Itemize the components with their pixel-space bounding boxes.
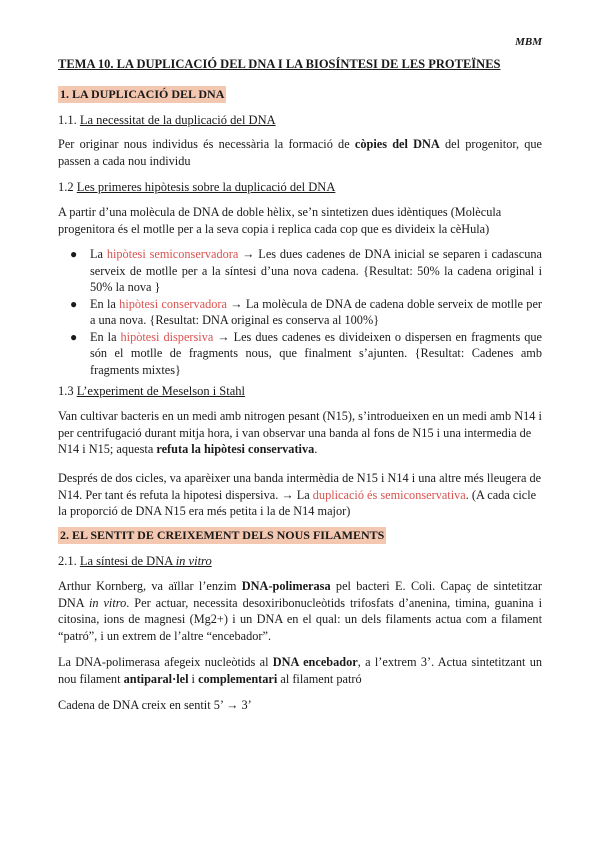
- paragraph-conclusion: [58, 470, 542, 520]
- highlight-term: hipòtesi dispersiva: [120, 329, 214, 344]
- highlight-term: hipòtesi semiconservadora: [106, 247, 239, 261]
- bold-term: complementari: [198, 671, 278, 686]
- text: → Les dues cadenes de DNA inicial se separen i cadascuna serveix de motlle per a la síntesi d’una nova cadena. {Resultat: 50% la cadena original i 50% la nova }: [90, 247, 543, 294]
- subsection-number: 1.2: [58, 180, 74, 194]
- bold-term: refuta la hipòtesi conservativa: [156, 442, 315, 456]
- text: La DNA-polimerasa afegeix nucleòtids al: [58, 655, 273, 669]
- text: Van cultivar bacteris en un medi amb nitrogen pesant (N15), s’introdueixen en un medi amb N14 i per centrifugació durant mitja hora, i van observar una banda al fons de N15 i una intermedia de N14 i N15; aquesta: [58, 409, 542, 456]
- bold-term: DNA-polimerasa: [241, 579, 331, 593]
- text: pel bacteri E. Coli. Capaç de sintetitzar DNA: [58, 579, 542, 610]
- subsection-1-2-heading: [58, 180, 335, 195]
- text: En la: [90, 296, 120, 311]
- bullet-icon: ●: [70, 329, 78, 344]
- paragraph-experiment: [58, 408, 542, 458]
- subsection-1-3-heading: [58, 384, 245, 399]
- text: . (A cada cicle la proporció de DNA N15 era més petita i la de N14 major): [58, 487, 537, 518]
- paragraph-hypotheses-intro: A partir d’una molècula de DNA de doble hèlix, se’n sintetizen dues idèntiques (Molècula progenitora és el motlle per a la seva copia i replica cada cop que es divideix la cèHula): [58, 205, 502, 236]
- subsection-2-1-heading: [58, 554, 212, 569]
- subsection-number: 1.1.: [58, 113, 77, 127]
- bold-term: DNA encebador: [272, 655, 358, 669]
- italic-term: in vitro: [175, 554, 212, 568]
- italic-term: in vitro: [88, 595, 127, 610]
- text: La síntesi de DNA: [79, 554, 176, 568]
- subsection-number: 1.3: [58, 384, 74, 398]
- section-1-heading: 1. LA DUPLICACIÓ DEL DNA: [60, 87, 225, 101]
- text: del progenitor, que passen a cada nou individu: [58, 137, 543, 168]
- list-item: [58, 246, 542, 296]
- text: Després de dos cicles, va aparèixer una banda intermèdia de N15 i N14 i una altre més lleugera de N14. Per tant és refuta la hipotesi dispersiva. → La: [58, 471, 542, 502]
- text: En la: [90, 329, 121, 344]
- section-2-heading: 2. EL SENTIT DE CREIXEMENT DELS NOUS FILAMENTS: [60, 528, 385, 542]
- hypotheses-list: [58, 246, 542, 378]
- subsection-title: [80, 554, 212, 568]
- bullet-icon: ●: [70, 296, 78, 311]
- subsection-title: Les primeres hipòtesis sobre la duplicació del DNA: [76, 180, 336, 194]
- bold-term: antiparal·lel: [123, 671, 189, 686]
- text: → Les dues cadenes es divideixen o dispersen en fragments que són el motlle de fragments nous, que finalment s’ajunten. {Resultat: Cadenes amb fragments mixtes}: [90, 329, 542, 377]
- bullet-icon: ●: [70, 247, 78, 261]
- page-title: TEMA 10. LA DUPLICACIÓ DEL DNA I LA BIOSÍNTESI DE LES PROTEÏNES: [58, 57, 501, 71]
- list-item: [58, 329, 542, 379]
- bold-term: còpies del DNA: [354, 137, 440, 151]
- subsection-1-1-heading: [58, 113, 276, 128]
- text: → La molècula de DNA de cadena doble serveix de motlle per a una nova. {Resultat: DNA original es conserva al 100%}: [90, 296, 542, 327]
- subsection-number: 2.1.: [58, 554, 77, 568]
- paragraph-kornberg: [58, 578, 542, 644]
- paragraph-copies: [58, 136, 542, 169]
- text: . Per actuar, necessita desoxiribonucleòtids trifosfats d’anenina, timina, guanina i citosina, ions de magnesi (Mg2+) i un DNA en el qual: un dels filaments actua com a filament “patró”, i un extrem de l’altre “encebador”.: [58, 595, 542, 643]
- text: Arthur Kornberg, va aïllar l’enzim: [58, 579, 242, 593]
- paragraph-polymerase: [58, 654, 542, 687]
- text: .: [314, 442, 318, 456]
- list-item: [58, 296, 542, 329]
- subsection-title: La necessitat de la duplicació del DNA: [79, 113, 276, 127]
- highlight-term: hipòtesi conservadora: [119, 296, 227, 311]
- author-initials: MBM: [515, 36, 542, 48]
- highlight-term: duplicació és semiconservativa: [312, 487, 466, 502]
- text: al filament patró: [277, 671, 362, 686]
- text: , a l’extrem 3’. Actua sintetitzant un nou filament: [58, 655, 542, 686]
- text: La: [90, 247, 107, 261]
- subsection-title: L’experiment de Meselson i Stahl: [76, 384, 246, 398]
- text: Per originar nous individus és necessària la formació de: [58, 137, 355, 151]
- paragraph-direction: Cadena de DNA creix en sentit 5’ → 3’: [58, 698, 252, 712]
- text: i: [188, 671, 199, 686]
